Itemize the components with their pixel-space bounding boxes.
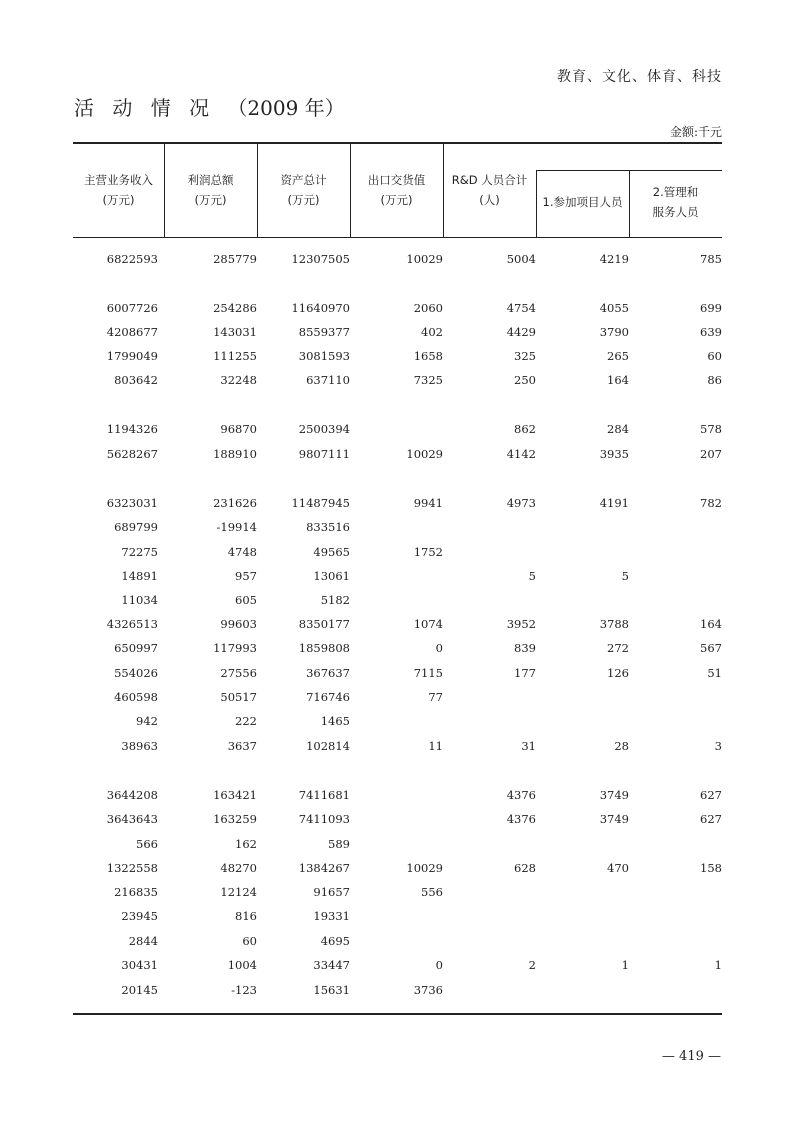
table-cell: 957 (235, 569, 257, 583)
table-cell: 3952 (506, 617, 536, 631)
header-rd-personnel (443, 170, 536, 210)
table-cell: 10029 (406, 447, 443, 461)
table-cell: 1194326 (106, 422, 158, 436)
table-cell: -123 (231, 983, 257, 997)
table-cell: -19914 (216, 520, 257, 534)
table-cell: 689799 (114, 520, 158, 534)
table-bottom-rule (73, 1013, 722, 1015)
table-cell: 14891 (121, 569, 158, 583)
table-cell: 9941 (413, 496, 443, 510)
table-cell: 4376 (506, 788, 536, 802)
table-cell: 11 (428, 739, 443, 753)
table-cell: 27556 (220, 666, 257, 680)
table-cell: 284 (607, 422, 629, 436)
table-cell: 5004 (506, 252, 536, 266)
table-row (73, 569, 722, 589)
table-cell: 650997 (114, 641, 158, 655)
table-cell: 96870 (220, 422, 257, 436)
table-row (73, 496, 722, 516)
table-cell: 7325 (413, 373, 443, 387)
table-cell: 325 (514, 349, 536, 363)
table-row (73, 447, 722, 467)
table-cell: 6323031 (106, 496, 158, 510)
table-cell: 4748 (227, 545, 257, 559)
header-line: 主营业务收入 (84, 173, 153, 187)
table-cell: 60 (242, 934, 257, 948)
table-cell: 1752 (413, 545, 443, 559)
table-cell: 10029 (406, 861, 443, 875)
table-cell: 32248 (220, 373, 257, 387)
table-cell: 11034 (121, 593, 158, 607)
table-row (73, 252, 722, 272)
table-row (73, 812, 722, 832)
table-cell: 265 (607, 349, 629, 363)
table-cell: 10029 (406, 252, 443, 266)
table-cell: 0 (435, 958, 443, 972)
table-cell: 4055 (599, 301, 629, 315)
table-cell: 50517 (220, 690, 257, 704)
table-cell: 3 (714, 739, 722, 753)
header-line: (万元) (380, 193, 413, 207)
table-cell: 30431 (121, 958, 158, 972)
table-cell: 91657 (313, 885, 350, 899)
table-row (73, 593, 722, 613)
table-cell: 1658 (413, 349, 443, 363)
table-row (73, 788, 722, 808)
table-row (73, 373, 722, 393)
table-cell: 13061 (313, 569, 350, 583)
table-cell: 231626 (213, 496, 257, 510)
header-line: 资产总计 (280, 173, 327, 187)
table-row (73, 301, 722, 321)
table-cell: 402 (421, 325, 443, 339)
table-cell: 1 (714, 958, 722, 972)
table-cell: 8559377 (298, 325, 350, 339)
table-cell: 163421 (213, 788, 257, 802)
table-cell: 126 (607, 666, 629, 680)
table-cell: 2060 (413, 301, 443, 315)
table-row (73, 909, 722, 929)
table-row (73, 861, 722, 881)
table-cell: 177 (514, 666, 536, 680)
table-cell: 19331 (313, 909, 350, 923)
table-cell: 942 (136, 714, 158, 728)
table-cell: 250 (514, 373, 536, 387)
table-row (73, 714, 722, 734)
table-cell: 33447 (313, 958, 350, 972)
table-cell: 816 (235, 909, 257, 923)
table-cell: 162 (235, 837, 257, 851)
table-row (73, 325, 722, 345)
table-cell: 628 (514, 861, 536, 875)
table-cell: 15631 (313, 983, 350, 997)
table-cell: 1004 (227, 958, 257, 972)
table-cell: 627 (700, 788, 722, 802)
table-cell: 637110 (306, 373, 350, 387)
table-cell: 12124 (220, 885, 257, 899)
table-cell: 86 (707, 373, 722, 387)
table-cell: 567 (700, 641, 722, 655)
table-cell: 5 (528, 569, 536, 583)
table-cell: 4376 (506, 812, 536, 826)
table-cell: 5 (621, 569, 629, 583)
header-line: (万元) (102, 193, 135, 207)
table-cell: 4429 (506, 325, 536, 339)
table-cell: 0 (435, 641, 443, 655)
table-cell: 111255 (213, 349, 257, 363)
table-cell: 99603 (220, 617, 257, 631)
table-cell: 3935 (599, 447, 629, 461)
table-cell: 6822593 (106, 252, 158, 266)
table-cell: 782 (700, 496, 722, 510)
table-row (73, 617, 722, 637)
header-line: (人) (479, 193, 500, 207)
subheader-rule (536, 170, 722, 171)
table-cell: 11487945 (291, 496, 350, 510)
table-cell: 48270 (220, 861, 257, 875)
table-cell: 554026 (114, 666, 158, 680)
header-main-revenue (73, 170, 164, 210)
header-line: 1.参加项目人员 (542, 195, 623, 209)
table-cell: 3749 (599, 788, 629, 802)
table-cell: 222 (235, 714, 257, 728)
table-cell: 28 (614, 739, 629, 753)
running-head: 教育、文化、体育、科技 (557, 69, 722, 85)
table-cell: 20145 (121, 983, 158, 997)
header-line: 服务人员 (652, 205, 699, 219)
table-cell: 254286 (213, 301, 257, 315)
table-cell: 11640970 (291, 301, 350, 315)
table-row (73, 641, 722, 661)
table-cell: 3643643 (106, 812, 158, 826)
table-cell: 4191 (599, 496, 629, 510)
table-cell: 862 (514, 422, 536, 436)
table-cell: 4142 (506, 447, 536, 461)
table-row (73, 545, 722, 565)
table-cell: 4219 (599, 252, 629, 266)
table-cell: 5628267 (106, 447, 158, 461)
table-row (73, 422, 722, 442)
table-row (73, 983, 722, 1003)
table-cell: 785 (700, 252, 722, 266)
table-cell: 605 (235, 593, 257, 607)
page-title (74, 92, 345, 121)
title-year: （2009 年） (227, 96, 345, 120)
header-line: 2.管理和 (652, 185, 699, 199)
table-cell: 3790 (599, 325, 629, 339)
table-cell: 1074 (413, 617, 443, 631)
table-cell: 460598 (114, 690, 158, 704)
table-cell: 23945 (121, 909, 158, 923)
table-cell: 7411093 (298, 812, 350, 826)
table-cell: 367637 (306, 666, 350, 680)
header-line: (万元) (287, 193, 320, 207)
table-row (73, 934, 722, 954)
header-export-value (350, 170, 443, 210)
table-cell: 188910 (213, 447, 257, 461)
table-row (73, 520, 722, 540)
header-total-profit (164, 170, 257, 210)
table-cell: 1465 (320, 714, 350, 728)
table-cell: 4973 (506, 496, 536, 510)
table-cell: 2844 (128, 934, 158, 948)
table-cell: 163259 (213, 812, 257, 826)
table-cell: 143031 (213, 325, 257, 339)
table-cell: 272 (607, 641, 629, 655)
table-cell: 4208677 (106, 325, 158, 339)
table-cell: 589 (328, 837, 350, 851)
header-line: R&D 人员合计 (451, 173, 528, 187)
table-cell: 2 (528, 958, 536, 972)
table-cell: 578 (700, 422, 722, 436)
table-cell: 3749 (599, 812, 629, 826)
table-row (73, 958, 722, 978)
unit-label: 金额:千元 (669, 125, 722, 139)
table-cell: 833516 (306, 520, 350, 534)
table-cell: 72275 (121, 545, 158, 559)
table-cell: 3081593 (298, 349, 350, 363)
table-cell: 9807111 (298, 447, 350, 461)
table-cell: 164 (607, 373, 629, 387)
table-cell: 117993 (213, 641, 257, 655)
table-cell: 839 (514, 641, 536, 655)
table-cell: 12307505 (291, 252, 350, 266)
table-cell: 7115 (413, 666, 443, 680)
table-cell: 3637 (227, 739, 257, 753)
table-row (73, 739, 722, 759)
table-cell: 60 (707, 349, 722, 363)
table-row (73, 349, 722, 369)
page-number: — 419 — (661, 1049, 721, 1064)
header-total-assets (257, 170, 350, 210)
table-cell: 8350177 (298, 617, 350, 631)
table-cell: 1384267 (298, 861, 350, 875)
table-row (73, 837, 722, 857)
table-cell: 3788 (599, 617, 629, 631)
header-line: (万元) (194, 193, 227, 207)
table-cell: 5182 (320, 593, 350, 607)
table-cell: 31 (521, 739, 536, 753)
table-cell: 566 (136, 837, 158, 851)
table-cell: 556 (421, 885, 443, 899)
table-cell: 49565 (313, 545, 350, 559)
table-cell: 1859808 (298, 641, 350, 655)
header-project-staff (536, 192, 629, 212)
table-cell: 4326513 (106, 617, 158, 631)
table-cell: 207 (700, 447, 722, 461)
table-cell: 6007726 (106, 301, 158, 315)
table-cell: 51 (707, 666, 722, 680)
table-cell: 158 (700, 861, 722, 875)
table-cell: 4695 (320, 934, 350, 948)
table-cell: 1322558 (106, 861, 158, 875)
table-cell: 38963 (121, 739, 158, 753)
table-cell: 216835 (114, 885, 158, 899)
table-cell: 2500394 (298, 422, 350, 436)
header-line: 出口交货值 (367, 173, 426, 187)
table-cell: 627 (700, 812, 722, 826)
table-cell: 1799049 (106, 349, 158, 363)
table-cell: 699 (700, 301, 722, 315)
table-cell: 803642 (114, 373, 158, 387)
table-cell: 1 (621, 958, 629, 972)
table-top-rule (73, 142, 722, 144)
table-row (73, 690, 722, 710)
table-cell: 164 (700, 617, 722, 631)
table-cell: 470 (607, 861, 629, 875)
table-cell: 716746 (306, 690, 350, 704)
table-row (73, 885, 722, 905)
table-cell: 3736 (413, 983, 443, 997)
table-cell: 285779 (213, 252, 257, 266)
table-row (73, 666, 722, 686)
table-cell: 3644208 (106, 788, 158, 802)
table-cell: 7411681 (298, 788, 350, 802)
table-cell: 102814 (306, 739, 350, 753)
table-cell: 77 (428, 690, 443, 704)
header-management-staff (629, 182, 722, 222)
title-main: 活 动 情 况 (74, 96, 216, 120)
header-bottom-rule (73, 237, 722, 238)
table-cell: 639 (700, 325, 722, 339)
table-cell: 4754 (506, 301, 536, 315)
header-line: 利润总额 (187, 173, 234, 187)
